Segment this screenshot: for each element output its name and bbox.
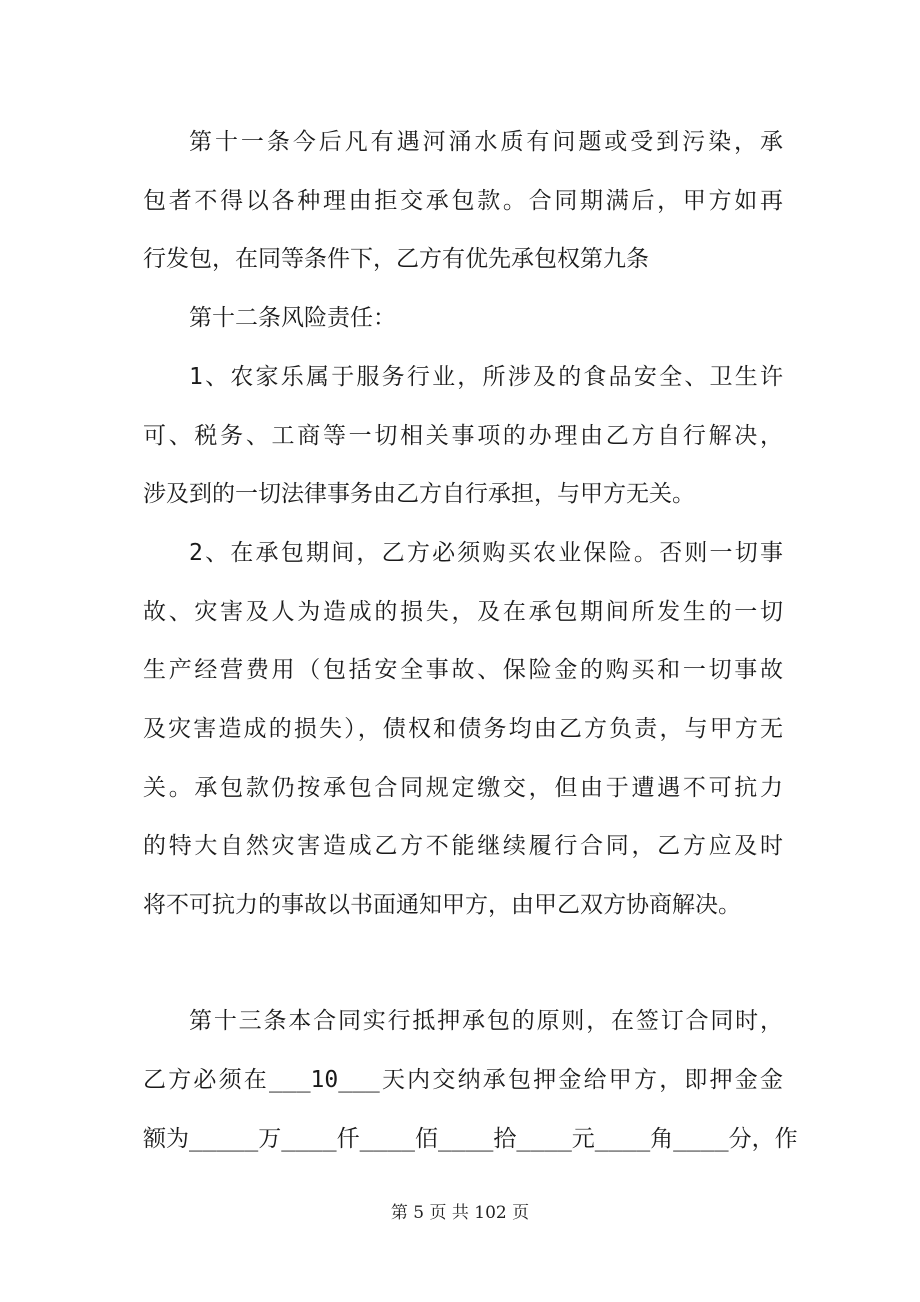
clause-2-line-4: 及灾害造成的损失），债权和债务均由乙方负责，与甲方无: [143, 716, 783, 742]
clause-1-line-3: 涉及到的一切法律事务由乙方自行承担，与甲方无关。: [143, 481, 695, 507]
clause-2-line-5: 关。承包款仍按承包合同规定缴交，但由于遭遇不可抗力: [143, 775, 783, 801]
clause-2-line-6: 的特大自然灾害造成乙方不能继续履行合同，乙方应及时: [143, 833, 783, 859]
clause-2-line-3: 生产经营费用（包括安全事故、保险金的购买和一切事故: [143, 657, 783, 683]
paragraph-13-line-2: 乙方必须在___10___天内交纳承包押金给甲方，即押金金: [143, 1067, 783, 1093]
clause-2-line-2: 故、灾害及人为造成的损失，及在承包期间所发生的一切: [143, 599, 783, 625]
clause-2-line-7: 将不可抗力的事故以书面通知甲方，由甲乙双方协商解决。: [143, 892, 741, 918]
clause-2-line-1: 2、在承包期间，乙方必须购买农业保险。否则一切事: [189, 540, 783, 566]
paragraph-11-line-1: 第十一条今后凡有遇河涌水质有问题或受到污染，承: [189, 129, 783, 155]
page-number-footer: 第 5 页 共 102 页: [390, 1203, 530, 1223]
paragraph-13-line-1: 第十三条本合同实行抵押承包的原则，在签订合同时，: [189, 1008, 783, 1034]
paragraph-12-heading: 第十二条风险责任：: [189, 305, 396, 331]
paragraph-11-line-3: 行发包，在同等条件下，乙方有优先承包权第九条: [143, 246, 649, 272]
paragraph-13-line-3: 额为_____万____仟____佰____拾____元____角____分，作: [143, 1126, 798, 1152]
clause-1-line-2: 可、税务、工商等一切相关事项的办理由乙方自行解决，: [143, 423, 783, 449]
clause-1-line-1: 1、农家乐属于服务行业，所涉及的食品安全、卫生许: [189, 364, 783, 390]
paragraph-11-line-2: 包者不得以各种理由拒交承包款。合同期满后，甲方如再: [143, 188, 783, 214]
